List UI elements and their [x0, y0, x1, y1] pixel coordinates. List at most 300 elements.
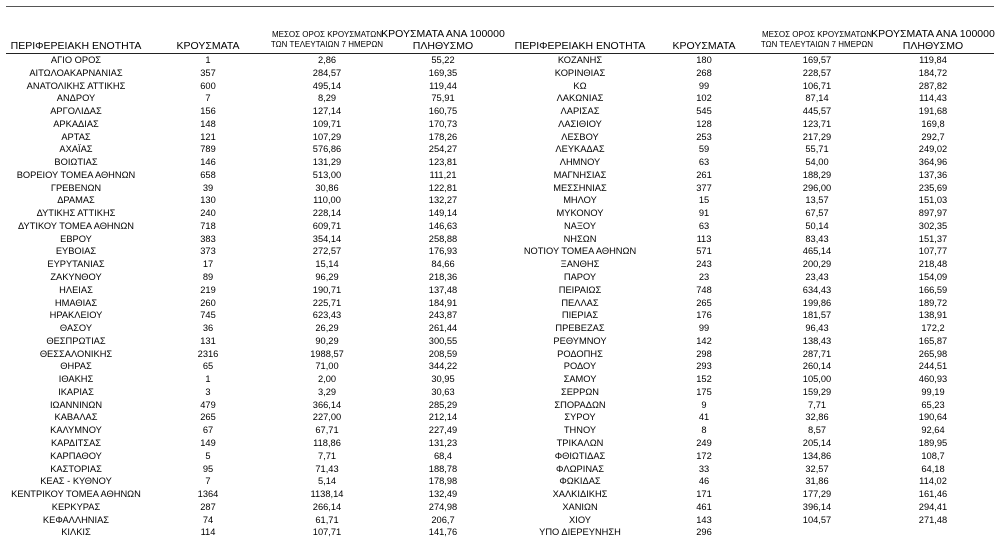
per100k-cell: 184,91: [428, 297, 458, 308]
table-row: [500, 131, 1000, 144]
region-cell: ΛΑΚΩΝΙΑΣ: [556, 93, 604, 104]
table-row: [500, 156, 1000, 169]
region-cell: ΜΥΚΟΝΟΥ: [556, 208, 604, 219]
cases-cell: 5: [205, 450, 211, 461]
per100k-cell: 131,23: [428, 437, 458, 448]
avg7-cell: 495,14: [312, 80, 342, 91]
table-row: [500, 450, 1000, 463]
table-row: [500, 437, 1000, 450]
avg7-cell: 96,29: [315, 272, 339, 283]
avg7-cell: 513,00: [312, 169, 342, 180]
avg7-cell: 634,43: [802, 284, 832, 295]
table-row: [0, 475, 500, 488]
table-row: [500, 143, 1000, 156]
cases-cell: 148: [200, 118, 216, 129]
cases-cell: 180: [696, 55, 712, 65]
region-cell: ΙΘΑΚΗΣ: [58, 374, 94, 385]
avg7-cell: 32,57: [805, 463, 829, 474]
table-row: [500, 182, 1000, 195]
cases-cell: 15: [698, 195, 710, 206]
table-row: [0, 309, 500, 322]
avg7-cell: 7,71: [807, 399, 827, 410]
region-cell: ΡΟΔΟΠΗΣ: [557, 348, 603, 359]
table-row: [0, 411, 500, 424]
table-row: [500, 526, 1000, 539]
table-row: [500, 463, 1000, 476]
table-row: [500, 373, 1000, 386]
cases-cell: 176: [696, 310, 712, 321]
cases-cell: 36: [202, 323, 214, 334]
cases-cell: 461: [696, 501, 712, 512]
avg7-cell: 1138,14: [310, 489, 344, 500]
avg7-cell: 465,14: [802, 246, 832, 257]
avg7-cell: 105,00: [802, 374, 832, 385]
per100k-cell: 165,87: [918, 335, 948, 346]
table-row: [0, 322, 500, 335]
region-cell: ΙΩΑΝΝΙΝΩΝ: [49, 399, 103, 410]
table-row: [500, 194, 1000, 207]
table-row: [500, 258, 1000, 271]
table-row: [500, 207, 1000, 220]
table-row: [500, 92, 1000, 105]
table-row: [0, 297, 500, 310]
table-row: [500, 309, 1000, 322]
per100k-cell: 184,72: [918, 67, 948, 78]
avg7-cell: 366,14: [312, 399, 342, 410]
cases-cell: 377: [696, 182, 712, 193]
table-row: [500, 501, 1000, 514]
per100k-cell: 68,4: [433, 450, 453, 461]
table-row: [0, 386, 500, 399]
cases-cell: 121: [200, 131, 216, 142]
table-row: [500, 284, 1000, 297]
cases-cell: 268: [696, 67, 712, 78]
cases-cell: 142: [696, 335, 712, 346]
avg7-cell: 188,29: [802, 169, 832, 180]
cases-cell: 89: [202, 272, 214, 283]
table-row: [0, 143, 500, 156]
avg7-cell: 32,86: [805, 412, 829, 423]
avg7-cell: 228,57: [802, 67, 832, 78]
table-row: [500, 514, 1000, 527]
cases-cell: 287: [200, 501, 216, 512]
region-cell: ΚΟΖΑΝΗΣ: [557, 55, 603, 65]
region-cell: ΑΓΙΟ ΟΡΟΣ: [50, 55, 102, 65]
cases-cell: 143: [696, 514, 712, 525]
table-row: [500, 322, 1000, 335]
per100k-cell: 244,51: [918, 361, 948, 372]
per100k-cell: 265,98: [918, 348, 948, 359]
cases-cell: 130: [200, 195, 216, 206]
table-row: [500, 424, 1000, 437]
table-row: [0, 118, 500, 131]
cases-cell: 658: [200, 169, 216, 180]
region-cell: ΝΟΤΙΟΥ ΤΟΜΕΑ ΑΘΗΝΩΝ: [523, 246, 637, 257]
per100k-cell: 254,27: [428, 144, 458, 155]
avg7-cell: 123,71: [802, 118, 832, 129]
avg7-cell: 1988,57: [310, 348, 344, 359]
region-cell: ΑΡΓΟΛΙΔΑΣ: [50, 106, 102, 117]
cases-cell: 46: [698, 476, 710, 487]
region-cell: ΣΕΡΡΩΝ: [560, 386, 599, 397]
region-cell: ΗΡΑΚΛΕΙΟΥ: [49, 310, 103, 321]
table-row: [0, 54, 500, 67]
cases-cell: 383: [200, 233, 216, 244]
avg7-cell: 159,29: [802, 386, 832, 397]
per100k-cell: 161,46: [918, 489, 948, 500]
region-cell: ΥΠΟ ΔΙΕΡΕΥΝΗΣΗ: [539, 527, 621, 538]
region-cell: ΠΙΕΡΙΑΣ: [561, 310, 599, 321]
per100k-cell: 151,37: [918, 233, 948, 244]
cases-cell: 95: [202, 463, 214, 474]
per100k-cell: 146,63: [428, 220, 458, 231]
cases-cell: 373: [200, 246, 216, 257]
table-row: [0, 80, 500, 93]
per100k-header-line2: ΠΛΗΘΥΣΜΟ: [412, 40, 474, 52]
cases-cell: 9: [701, 399, 707, 410]
per100k-cell: 292,7: [921, 131, 945, 142]
table-row: [0, 424, 500, 437]
per100k-cell: 64,18: [921, 463, 945, 474]
table-row: [500, 335, 1000, 348]
cases-cell: 718: [200, 220, 216, 231]
per100k-cell: 460,93: [918, 374, 948, 385]
region-cell: ΠΕΛΛΑΣ: [561, 297, 599, 308]
per100k-cell: 107,77: [918, 246, 948, 257]
per100k-cell: 137,48: [428, 284, 458, 295]
cases-cell: 600: [200, 80, 216, 91]
table-row: [500, 297, 1000, 310]
region-cell: ΝΑΞΟΥ: [563, 220, 597, 231]
cases-cell: 1: [205, 374, 211, 385]
avg7-cell: 266,14: [312, 501, 342, 512]
avg7-cell: 90,29: [315, 335, 339, 346]
table-row: [0, 156, 500, 169]
avg7-cell: 96,43: [805, 323, 829, 334]
avg7-cell: 54,00: [805, 157, 829, 168]
per100k-cell: 92,64: [921, 425, 945, 436]
table-row: [0, 488, 500, 501]
avg7-cell: 217,29: [802, 131, 832, 142]
per100k-cell: 287,82: [918, 80, 948, 91]
region-cell: ΘΗΡΑΣ: [60, 361, 92, 372]
avg7-cell: 609,71: [312, 220, 342, 231]
avg7-cell: 3,29: [317, 386, 337, 397]
table-row: [0, 501, 500, 514]
cases-cell: 243: [696, 259, 712, 270]
region-cell: ΓΡΕΒΕΝΩΝ: [50, 182, 102, 193]
avg7-cell: 272,57: [312, 246, 342, 257]
region-cell: ΧΑΛΚΙΔΙΚΗΣ: [552, 489, 608, 500]
per100k-cell: 55,22: [431, 55, 455, 65]
avg7-cell: 296,00: [802, 182, 832, 193]
table-row: [500, 411, 1000, 424]
cases-cell: 39: [202, 182, 214, 193]
avg7-cell: 445,57: [802, 106, 832, 117]
region-cell: ΞΑΝΘΗΣ: [560, 259, 600, 270]
avg7-cell: 67,57: [805, 208, 829, 219]
per100k-cell: 123,81: [428, 157, 458, 168]
per100k-cell: 235,69: [918, 182, 948, 193]
per100k-cell: 160,75: [428, 106, 458, 117]
cases-cell: 63: [698, 157, 710, 168]
avg7-cell: 576,86: [312, 144, 342, 155]
table-row: [500, 360, 1000, 373]
per100k-cell: 208,59: [428, 348, 458, 359]
region-cell: ΑΝΑΤΟΛΙΚΗΣ ΑΤΤΙΚΗΣ: [26, 80, 126, 91]
cases-cell: 265: [696, 297, 712, 308]
cases-cell: 91: [698, 208, 710, 219]
table-row: [500, 245, 1000, 258]
per100k-cell: 178,98: [428, 476, 458, 487]
per100k-cell: 261,44: [428, 323, 458, 334]
avg7-cell: 284,57: [312, 67, 342, 78]
region-cell: ΔΥΤΙΚΟΥ ΤΟΜΕΑ ΑΘΗΝΩΝ: [17, 220, 135, 231]
cases-cell: 789: [200, 144, 216, 155]
avg7-header-line2: ΤΩΝ ΤΕΛΕΥΤΑΙΩΝ 7 ΗΜΕΡΩΝ: [760, 40, 874, 49]
avg7-cell: 190,71: [312, 284, 342, 295]
per100k-cell: 364,96: [918, 157, 948, 168]
per100k-cell: 154,09: [918, 272, 948, 283]
region-cell: ΡΕΘΥΜΝΟΥ: [553, 335, 607, 346]
cases-cell: 175: [696, 386, 712, 397]
table-row: [0, 258, 500, 271]
left-rows: [0, 54, 500, 539]
table-row: [500, 399, 1000, 412]
per100k-cell: 218,36: [428, 272, 458, 283]
region-cell: ΑΙΤΩΛΟΑΚΑΡΝΑΝΙΑΣ: [29, 67, 123, 78]
region-cell: ΛΑΣΙΘΙΟΥ: [558, 118, 602, 129]
avg7-cell: 87,14: [805, 93, 829, 104]
table-row: [0, 182, 500, 195]
per100k-cell: 169,35: [428, 67, 458, 78]
cases-cell: 261: [696, 169, 712, 180]
avg7-cell: 71,00: [315, 361, 339, 372]
avg7-cell: 354,14: [312, 233, 342, 244]
region-cell: ΚΑΡΠΑΘΟΥ: [50, 450, 102, 461]
per100k-cell: 170,73: [428, 118, 458, 129]
per100k-cell: 108,7: [921, 450, 945, 461]
per100k-cell: 119,44: [429, 80, 457, 91]
per100k-cell: 212,14: [428, 412, 458, 423]
avg7-cell: 227,00: [312, 412, 342, 423]
avg7-cell: 15,14: [315, 259, 339, 270]
cases-cell: 240: [200, 208, 216, 219]
per100k-cell: 227,49: [428, 425, 458, 436]
region-cell: ΚΩ: [573, 80, 587, 91]
cases-header: ΚΡΟΥΣΜΑΤΑ: [176, 40, 240, 52]
region-cell: ΚΑΒΑΛΑΣ: [54, 412, 98, 423]
avg7-cell: 2,86: [317, 55, 337, 65]
cases-cell: 545: [696, 106, 712, 117]
per100k-cell: 111,21: [429, 169, 457, 180]
table-row: [500, 488, 1000, 501]
per100k-cell: 122,81: [428, 182, 458, 193]
region-cell: ΚΙΛΚΙΣ: [61, 527, 91, 538]
per100k-cell: 176,93: [428, 246, 458, 257]
avg7-cell: 199,86: [802, 297, 832, 308]
table-row: [0, 207, 500, 220]
table-row: [0, 335, 500, 348]
table-row: [500, 348, 1000, 361]
table-row: [500, 54, 1000, 67]
cases-cell: 2316: [197, 348, 219, 359]
avg7-cell: 134,86: [802, 450, 832, 461]
cases-cell: 65: [202, 361, 214, 372]
avg7-cell: 396,14: [802, 501, 832, 512]
table-row: [0, 169, 500, 182]
top-rule: [6, 6, 994, 7]
cases-cell: 253: [696, 131, 712, 142]
cases-cell: 260: [200, 297, 216, 308]
cases-cell: 99: [698, 80, 710, 91]
region-cell: ΚΟΡΙΝΘΙΑΣ: [554, 67, 606, 78]
per100k-cell: 302,35: [918, 220, 948, 231]
region-cell: ΘΕΣΣΑΛΟΝΙΚΗΣ: [39, 348, 113, 359]
table-row: [500, 105, 1000, 118]
cases-cell: 74: [202, 514, 214, 525]
table-row: [0, 463, 500, 476]
region-cell: ΔΡΑΜΑΣ: [57, 195, 95, 206]
region-cell: ΜΑΓΝΗΣΙΑΣ: [553, 169, 607, 180]
cases-cell: 1364: [197, 489, 219, 500]
avg7-cell: 110,00: [313, 195, 341, 206]
per100k-cell: 114,02: [919, 476, 947, 487]
region-cell: ΘΕΣΠΡΩΤΙΑΣ: [46, 335, 106, 346]
table-row: [0, 233, 500, 246]
table-row: [0, 105, 500, 118]
avg7-cell: 169,57: [802, 55, 832, 65]
avg7-cell: 26,29: [315, 323, 339, 334]
cases-cell: 7: [205, 476, 211, 487]
per100k-cell: 271,48: [918, 514, 948, 525]
table-row: [0, 437, 500, 450]
region-cell: ΕΒΡΟΥ: [60, 233, 92, 244]
table-row: [0, 450, 500, 463]
table-row: [0, 67, 500, 80]
region-cell: ΑΡΚΑΔΙΑΣ: [53, 118, 99, 129]
region-header: ΠΕΡΙΦΕΡΕΙΑΚΗ ΕΝΟΤΗΤΑ: [514, 40, 646, 52]
avg7-cell: 5,14: [317, 476, 337, 487]
region-cell: ΣΑΜΟΥ: [563, 374, 597, 385]
cases-cell: 149: [200, 437, 216, 448]
region-cell: ΚΕΦΑΛΛΗΝΙΑΣ: [42, 514, 110, 525]
table-row: [0, 245, 500, 258]
region-cell: ΜΕΣΣΗΝΙΑΣ: [553, 182, 607, 193]
region-cell: ΑΧΑΪΑΣ: [59, 144, 93, 155]
region-cell: ΕΥΡΥΤΑΝΙΑΣ: [47, 259, 105, 270]
per100k-cell: 132,49: [428, 489, 458, 500]
per100k-cell: 65,23: [921, 399, 945, 410]
per100k-header-line1: ΚΡΟΥΣΜΑΤΑ ΑΝΑ 100000: [871, 28, 995, 40]
avg7-cell: 177,29: [802, 489, 832, 500]
region-cell: ΤΡΙΚΑΛΩΝ: [556, 437, 604, 448]
cases-cell: 219: [200, 284, 216, 295]
cases-cell: 152: [696, 374, 712, 385]
avg7-cell: 225,71: [312, 297, 342, 308]
cases-cell: 17: [202, 259, 214, 270]
cases-cell: 571: [696, 246, 712, 257]
per100k-cell: 30,95: [431, 374, 455, 385]
avg7-cell: 31,86: [805, 476, 829, 487]
table-row: [0, 373, 500, 386]
avg7-cell: 106,71: [802, 80, 832, 91]
region-cell: ΗΛΕΙΑΣ: [59, 284, 93, 295]
avg7-cell: 13,57: [805, 195, 829, 206]
region-cell: ΛΗΜΝΟΥ: [559, 157, 601, 168]
avg7-cell: 623,43: [312, 310, 342, 321]
per100k-cell: 149,14: [428, 208, 458, 219]
region-cell: ΠΑΡΟΥ: [563, 272, 597, 283]
avg7-cell: 228,14: [312, 208, 342, 219]
region-cell: ΔΥΤΙΚΗΣ ΑΤΤΙΚΗΣ: [36, 208, 116, 219]
cases-cell: 128: [696, 118, 712, 129]
cases-cell: 249: [696, 437, 712, 448]
per100k-cell: 137,36: [918, 169, 948, 180]
avg7-cell: 200,29: [802, 259, 832, 270]
per100k-cell: 188,78: [428, 463, 458, 474]
per100k-cell: 169,8: [921, 118, 945, 129]
per100k-cell: 218,48: [918, 259, 948, 270]
avg7-header-line1: ΜΕΣΟΣ ΟΡΟΣ ΚΡΟΥΣΜΑΤΩΝ: [271, 30, 383, 39]
per100k-header-line2: ΠΛΗΘΥΣΜΟ: [902, 40, 964, 52]
region-cell: ΚΑΣΤΟΡΙΑΣ: [50, 463, 102, 474]
region-cell: ΝΗΣΩΝ: [563, 233, 597, 244]
avg7-cell: 104,57: [802, 514, 832, 525]
per100k-cell: 84,66: [431, 259, 455, 270]
cases-cell: 131: [200, 335, 216, 346]
per100k-cell: 189,72: [918, 297, 948, 308]
per100k-cell: 300,55: [428, 335, 458, 346]
cases-header: ΚΡΟΥΣΜΑΤΑ: [672, 40, 736, 52]
per100k-cell: 75,91: [431, 93, 455, 104]
cases-cell: 59: [698, 144, 710, 155]
avg7-cell: 109,71: [312, 118, 342, 129]
table-row: [500, 118, 1000, 131]
table-row: [0, 92, 500, 105]
per100k-cell: 30,63: [431, 386, 455, 397]
per100k-cell: 172,2: [921, 323, 945, 334]
region-cell: ΒΟΙΩΤΙΑΣ: [54, 157, 98, 168]
region-cell: ΙΚΑΡΙΑΣ: [58, 386, 94, 397]
region-cell: ΦΩΚΙΔΑΣ: [559, 476, 601, 487]
per100k-cell: 138,91: [918, 310, 948, 321]
cases-cell: 7: [205, 93, 211, 104]
avg7-cell: 67,71: [315, 425, 339, 436]
cases-cell: 357: [200, 67, 216, 78]
avg7-cell: 107,29: [312, 131, 342, 142]
per100k-cell: 249,02: [918, 144, 948, 155]
table-row: [0, 526, 500, 539]
per100k-cell: 285,29: [428, 399, 458, 410]
table-row: [0, 271, 500, 284]
per100k-cell: 99,19: [921, 386, 945, 397]
region-cell: ΠΕΙΡΑΙΩΣ: [558, 284, 602, 295]
cases-cell: 156: [200, 106, 216, 117]
avg7-cell: 23,43: [805, 272, 829, 283]
per100k-cell: 294,41: [918, 501, 948, 512]
per100k-cell: 897,97: [918, 208, 948, 219]
cases-cell: 67: [202, 425, 214, 436]
avg7-cell: 50,14: [805, 220, 829, 231]
region-cell: ΤΗΝΟΥ: [563, 425, 597, 436]
table-row: [500, 220, 1000, 233]
cases-cell: 23: [698, 272, 710, 283]
cases-cell: 41: [698, 412, 710, 423]
avg7-cell: 2,00: [317, 374, 337, 385]
cases-cell: 745: [200, 310, 216, 321]
table-row: [500, 169, 1000, 182]
